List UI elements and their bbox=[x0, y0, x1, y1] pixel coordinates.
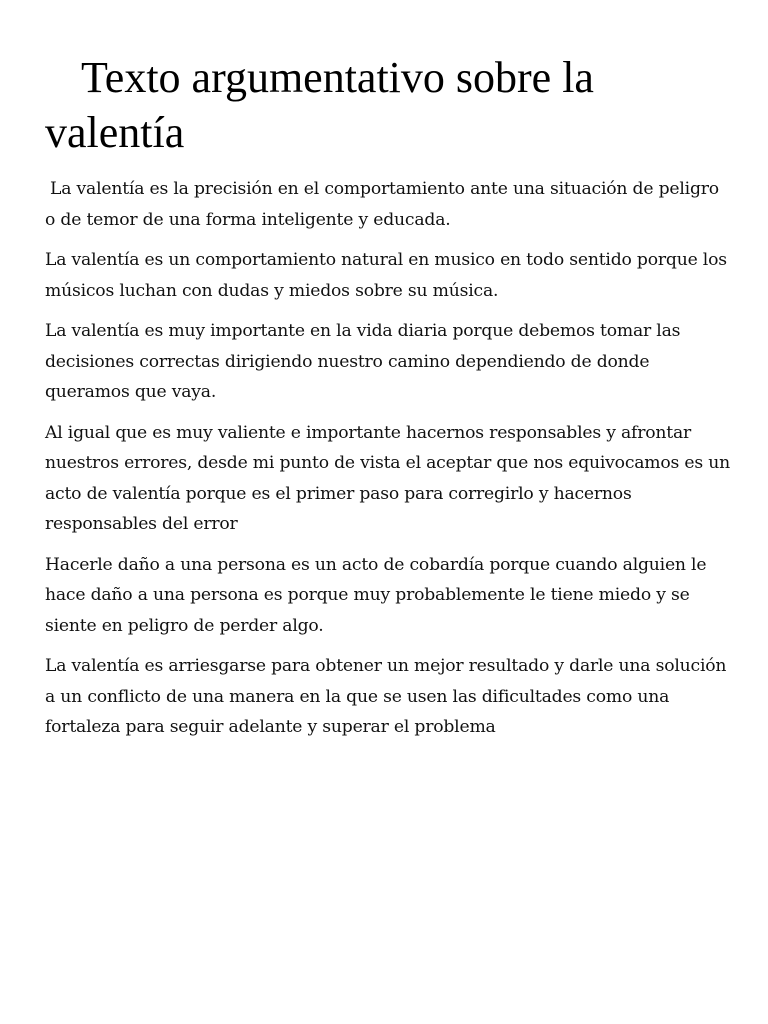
paragraph-5: Hacerle daño a una persona es un acto de cobardía porque cuando alguien le hace daño a una persona es porque muy probablemente le tiene miedo y se siente en peligro de perder algo. bbox=[45, 554, 707, 636]
paragraph-6: La valentía es arriesgarse para obtener un mejor resultado y darle una solución a un conflicto de una manera en la que se usen las dificultades como una fortaleza para seguir adelante y superar el problema bbox=[45, 656, 727, 737]
document-title: Texto argumentativo sobre la valentía bbox=[45, 53, 594, 157]
paragraph-1: La valentía es la precisión en el comportamiento ante una situación de peligro o de temor de una forma inteligente y educada. bbox=[45, 179, 719, 230]
document-body bbox=[45, 174, 733, 753]
paragraph-3: La valentía es muy importante en la vida diaria porque debemos tomar las decisiones correctas dirigiendo nuestro camino dependiendo de donde queramos que vaya. bbox=[45, 321, 681, 402]
paragraph-4: Al igual que es muy valiente e importante hacernos responsables y afrontar nuestros errores, desde mi punto de vista el aceptar que nos equivocamos es un acto de valentía porque es el primer paso para corregirlo y hacernos responsables del error bbox=[45, 422, 731, 534]
paragraph-2: La valentía es un comportamiento natural en musico en todo sentido porque los músicos luchan con dudas y miedos sobre su música. bbox=[45, 250, 727, 301]
